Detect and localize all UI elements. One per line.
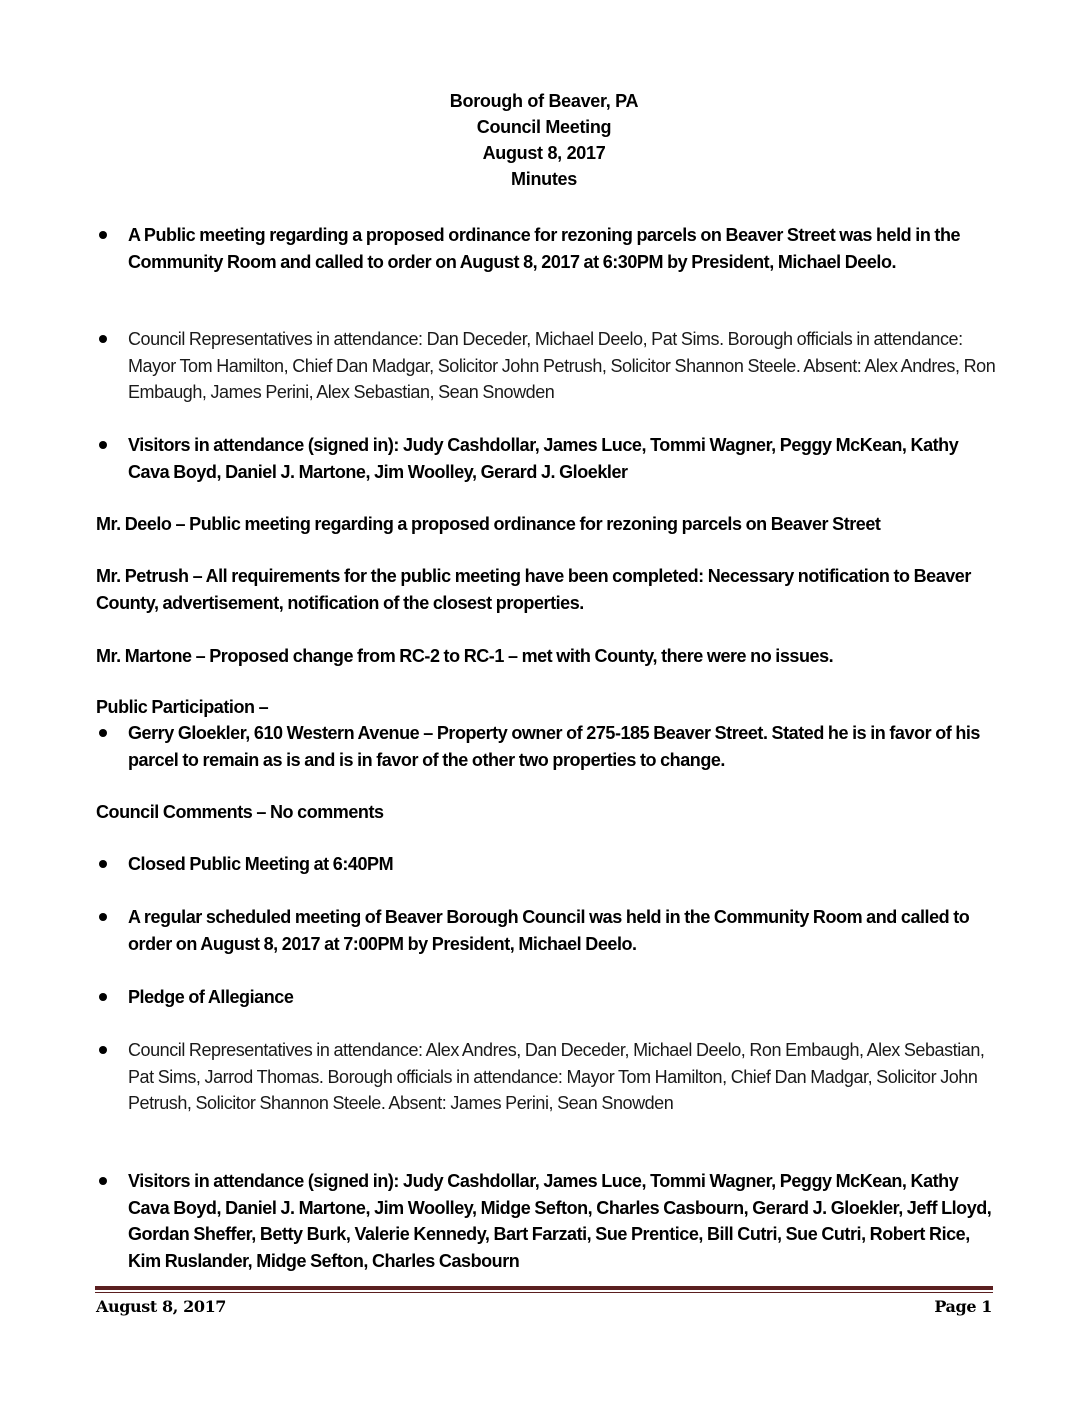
pledge-of-allegiance: [96, 984, 996, 1011]
bullet-icon: [99, 231, 107, 239]
regular-meeting-call-to-order: [96, 904, 996, 957]
list-item-text: Council Representatives in attendance: Dan Deceder, Michael Deelo, Pat Sims. Borough officials in attendance: Mayor Tom Hamilton, Chief Dan Madgar, Solicitor John Petrush, Solicitor Shannon Steele. Absent: Alex Andres, Ron Embaugh, James Perini, Alex Sebastian, Sean Snowden: [128, 329, 996, 402]
council-comments-heading: Council Comments –: [96, 802, 266, 822]
council-comments-text: No comments: [265, 802, 384, 822]
list-item-text: Visitors in attendance (signed in): Judy Cashdollar, James Luce, Tommi Wagner, Peggy McKean, Kathy Cava Boyd, Daniel J. Martone, Jim Woolley, Midge Sefton, Charles Casbourn, Gerard J. Gloekler, Jeff Lloyd, Gordan Sheffer, Betty Burk, Valerie Kennedy, Bart Farzati, Sue Prentice, Bill Cutri, Sue Cutri, Robert Rice, Kim Ruslander, Midge Sefton, Charles Casbourn: [128, 1171, 992, 1271]
document-title-block: [0, 88, 1088, 192]
bullet-icon: [99, 441, 107, 449]
footer-date: August 8, 2017: [96, 1297, 227, 1316]
footer-rule-thin: [95, 1292, 993, 1293]
list-item-text: Pledge of Allegiance: [128, 987, 294, 1007]
title-council-meeting: Council Meeting: [476, 117, 612, 137]
footer-rule: [95, 1286, 993, 1290]
regular-meeting-attendance: [96, 1037, 996, 1117]
public-participation-heading: Public Participation –: [96, 697, 269, 717]
list-item-text: A regular scheduled meeting of Beaver Borough Council was held in the Community Room and called to order on August 8, 2017 at 7:00PM by President, Michael Deelo.: [128, 907, 970, 954]
closed-public-meeting: [96, 851, 996, 878]
public-participation-item: [96, 720, 996, 773]
bullet-icon: [99, 729, 107, 737]
bullet-icon: [99, 1177, 107, 1185]
list-item-text: Closed Public Meeting at 6:40PM: [128, 854, 394, 874]
bullet-icon: [99, 335, 107, 343]
list-item-text: Visitors in attendance (signed in): Judy Cashdollar, James Luce, Tommi Wagner, Peggy McKean, Kathy Cava Boyd, Daniel J. Martone, Jim Woolley, Gerard J. Gloekler: [128, 435, 959, 482]
bullet-icon: [99, 913, 107, 921]
statement-petrush: Mr. Petrush – All requirements for the public meeting have been completed: Necessary notification to Beaver County, advertisement, notification of the closest properties.: [96, 566, 971, 613]
title-borough: Borough of Beaver, PA: [449, 91, 639, 111]
footer-page-number: Page 1: [934, 1297, 992, 1316]
list-item-text: A Public meeting regarding a proposed ordinance for rezoning parcels on Beaver Street was held in the Community Room and called to order on August 8, 2017 at 6:30PM by President, Michael Deelo.: [128, 225, 961, 272]
title-date: August 8, 2017: [482, 143, 606, 163]
public-meeting-attendance: [96, 326, 996, 406]
list-item-text: Gerry Gloekler, 610 Western Avenue – Property owner of 275-185 Beaver Street. Stated he is in favor of his parcel to remain as is and is in favor of the other two properties to change.: [128, 723, 980, 770]
public-meeting-visitors: [96, 432, 996, 485]
regular-meeting-visitors: [96, 1168, 996, 1274]
title-minutes: Minutes: [511, 169, 577, 189]
statement-martone: Mr. Martone – Proposed change from RC-2 to RC-1 – met with County, there were no issues.: [96, 646, 834, 666]
public-meeting-call-to-order: [96, 222, 996, 275]
list-item-text: Council Representatives in attendance: Alex Andres, Dan Deceder, Michael Deelo, Ron Embaugh, Alex Sebastian, Pat Sims, Jarrod Thomas. Borough officials in attendance: Mayor Tom Hamilton, Chief Dan Madgar, Solicitor John Petrush, Solicitor Shannon Steele. Absent: James Perini, Sean Snowden: [128, 1040, 985, 1113]
statement-deelo: Mr. Deelo – Public meeting regarding a proposed ordinance for rezoning parcels on Beaver Street: [96, 514, 881, 534]
bullet-icon: [99, 860, 107, 868]
bullet-icon: [99, 1046, 107, 1054]
council-comments: [96, 799, 996, 826]
bullet-icon: [99, 993, 107, 1001]
